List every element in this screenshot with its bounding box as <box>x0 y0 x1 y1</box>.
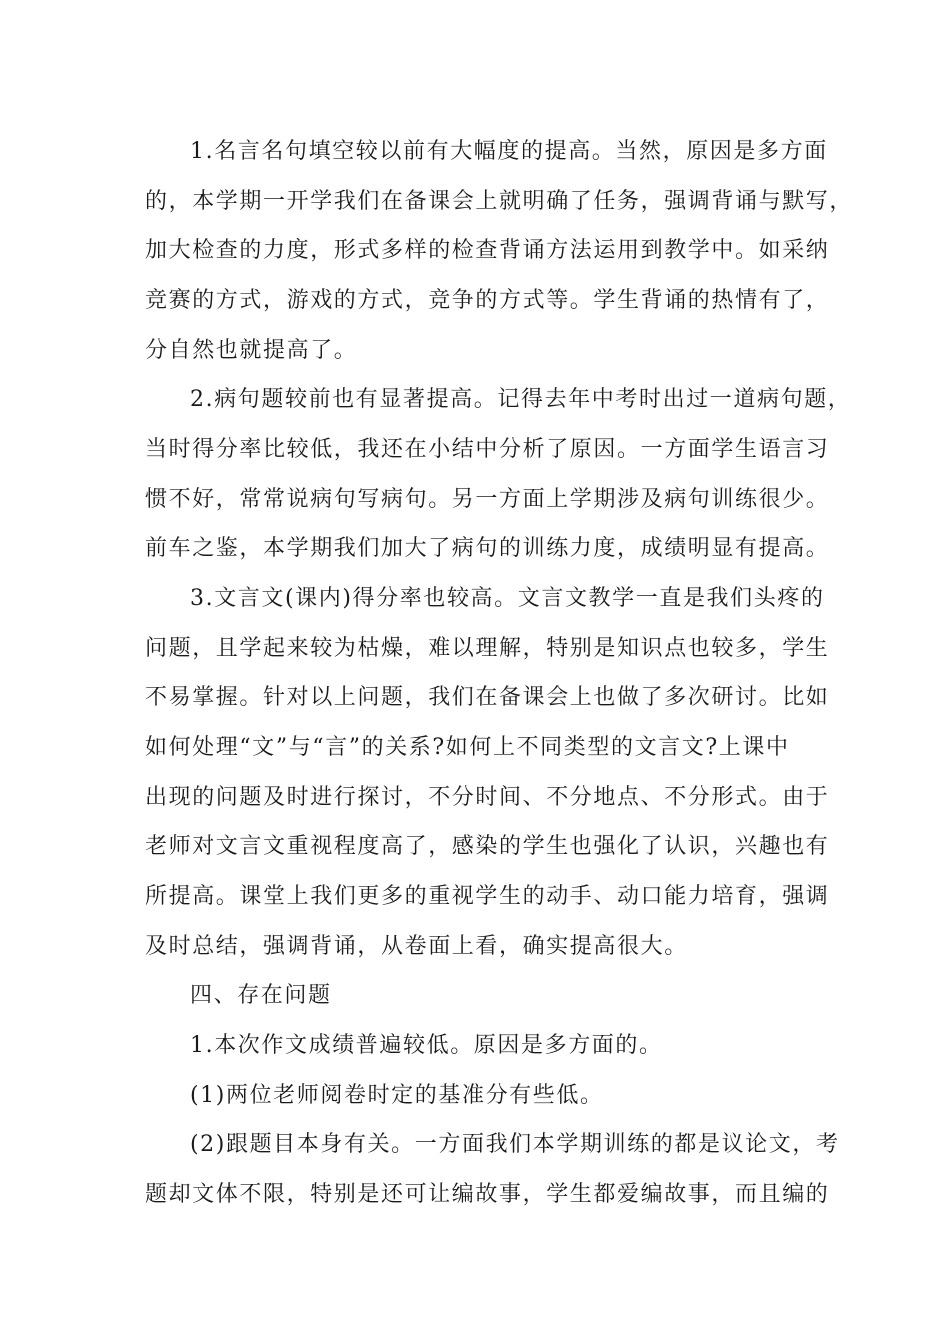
text-line: 1.名言名句填空较以前有大幅度的提高。当然，原因是多方面 <box>190 139 828 164</box>
text-line: 3.文言文(课内)得分率也较高。文言文教学一直是我们头疼的 <box>190 586 825 611</box>
text-line: 如何处理“文”与“言”的关系?如何上不同类型的文言文?上课中 <box>145 735 790 760</box>
text-line: 的，本学期一开学我们在备课会上就明确了任务，强调背诵与默写， <box>145 189 854 214</box>
text-line: 老师对文言文重视程度高了，感染的学生也强化了认识，兴趣也有 <box>145 834 830 859</box>
text-line: 题却文体不限，特别是还可让编故事，学生都爱编故事，而且编的 <box>145 1182 830 1207</box>
text-line: 2.病句题较前也有显著提高。记得去年中考时出过一道病句题， <box>190 387 852 412</box>
text-line: 前车之鉴，本学期我们加大了病句的训练力度，成绩明显有提高。 <box>145 536 830 561</box>
text-line: (1)两位老师阅卷时定的基准分有些低。 <box>190 1083 604 1108</box>
text-line: 及时总结，强调背诵，从卷面上看，确实提高很大。 <box>145 934 688 959</box>
text-line: 问题，且学起来较为枯燥，难以理解，特别是知识点也较多，学生 <box>145 636 830 661</box>
text-line: 惯不好，常常说病句写病句。另一方面上学期涉及病句训练很少。 <box>145 487 830 512</box>
section-heading: 四、存在问题 <box>190 983 332 1008</box>
text-line: 1.本次作文成绩普遍较低。原因是多方面的。 <box>190 1033 663 1058</box>
text-line: 竞赛的方式，游戏的方式，竞争的方式等。学生背诵的热情有了， <box>145 288 830 313</box>
text-line: 加大检查的力度，形式多样的检查背诵方法运用到教学中。如采纳 <box>145 238 830 263</box>
text-line: 当时得分率比较低，我还在小结中分析了原因。一方面学生语言习 <box>145 437 830 462</box>
text-line: 不易掌握。针对以上问题，我们在备课会上也做了多次研讨。比如 <box>145 685 830 710</box>
text-line: (2)跟题目本身有关。一方面我们本学期训练的都是议论文，考 <box>190 1132 840 1157</box>
text-line: 分自然也就提高了。 <box>145 338 358 363</box>
text-line: 出现的问题及时进行探讨，不分时间、不分地点、不分形式。由于 <box>145 785 830 810</box>
text-line: 所提高。课堂上我们更多的重视学生的动手、动口能力培育，强调 <box>145 884 830 909</box>
